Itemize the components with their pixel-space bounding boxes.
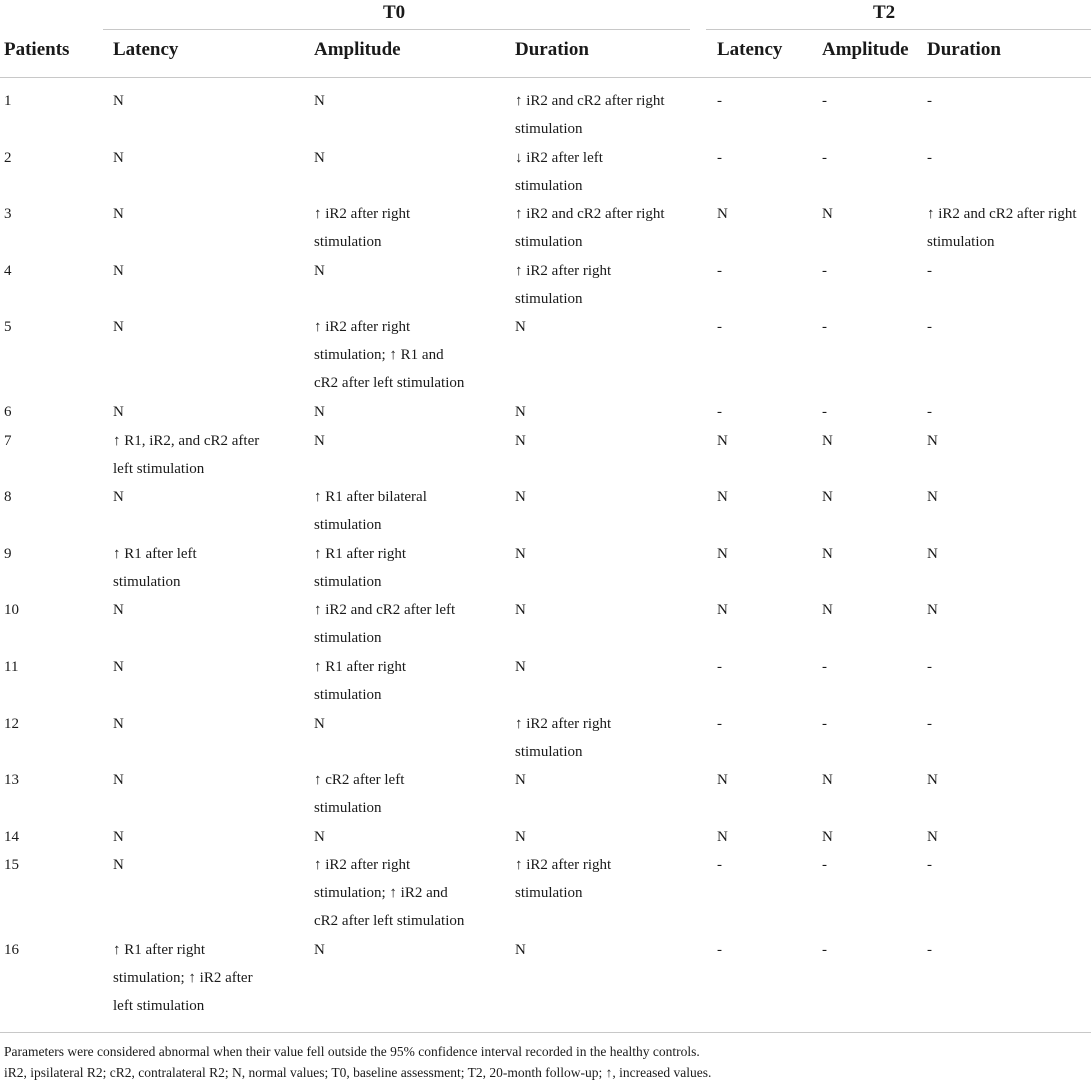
cell-t2-duration: - bbox=[927, 93, 932, 109]
cell-t0-latency: N bbox=[113, 857, 124, 874]
cell-t0-amplitude: N bbox=[314, 262, 325, 279]
cell-patient: 13 bbox=[4, 772, 19, 789]
column-header-t0-amplitude: Amplitude bbox=[314, 39, 401, 60]
cell-t0-duration: ↑ iR2 and cR2 after right stimulation bbox=[515, 93, 665, 137]
cell-t2-latency: - bbox=[717, 857, 722, 874]
cell-t0-duration: N bbox=[515, 432, 526, 449]
cell-t0-amplitude: ↑ R1 after right stimulation bbox=[314, 659, 407, 703]
cell-t2-duration: ↑ iR2 and cR2 after right stimulation bbox=[927, 206, 1077, 251]
cell-t0-latency: ↑ R1 after left stimulation bbox=[113, 545, 197, 590]
cell-t2-latency: - bbox=[717, 715, 722, 732]
cell-t0-amplitude: N bbox=[314, 149, 325, 166]
cell-t0-amplitude: N bbox=[314, 404, 325, 421]
cell-t0-latency: ↑ R1, iR2, and cR2 after left stimulation bbox=[113, 432, 260, 477]
cell-t0-latency: N bbox=[113, 404, 124, 421]
cell-t0-latency: N bbox=[113, 659, 124, 675]
cell-t2-duration: N bbox=[927, 828, 938, 845]
cell-t0-latency: N bbox=[113, 93, 124, 109]
cell-patient: 9 bbox=[4, 545, 12, 562]
cell-t0-duration: ↑ iR2 after right stimulation bbox=[515, 715, 612, 760]
cell-patient: 10 bbox=[4, 602, 19, 619]
cell-t2-latency: - bbox=[717, 262, 722, 279]
cell-t2-duration: N bbox=[927, 602, 938, 619]
column-header-t0-duration: Duration bbox=[515, 39, 589, 60]
cell-patient: 7 bbox=[4, 432, 12, 449]
cell-t0-amplitude: ↑ iR2 after right stimulation; ↑ iR2 and cR2 after left stimulation bbox=[314, 857, 465, 930]
cell-t2-duration: N bbox=[927, 545, 938, 562]
column-header-patients: Patients bbox=[4, 39, 70, 60]
cell-patient: 15 bbox=[4, 857, 19, 874]
cell-t0-latency: N bbox=[113, 602, 124, 619]
cell-t2-latency: N bbox=[717, 206, 728, 223]
cell-t2-amplitude: N bbox=[822, 772, 833, 789]
cell-t2-duration: - bbox=[927, 715, 932, 732]
cell-t2-latency: - bbox=[717, 942, 722, 958]
cell-patient: 1 bbox=[4, 93, 12, 109]
cell-t2-duration: - bbox=[927, 319, 932, 336]
cell-t0-duration: N bbox=[515, 942, 526, 958]
cell-t0-duration: ↑ iR2 after right stimulation bbox=[515, 262, 612, 307]
cell-patient: 6 bbox=[4, 404, 12, 421]
cell-t2-amplitude: - bbox=[822, 857, 827, 874]
cell-t0-latency: N bbox=[113, 149, 124, 166]
cell-t2-amplitude: - bbox=[822, 149, 827, 166]
cell-t2-latency: N bbox=[717, 432, 728, 449]
cell-t0-duration: ↑ iR2 after right stimulation bbox=[515, 857, 612, 902]
cell-t0-latency: N bbox=[113, 262, 124, 279]
cell-t2-latency: N bbox=[717, 545, 728, 562]
cell-t0-amplitude: ↑ iR2 after right stimulation; ↑ R1 and cR2 after left stimulation bbox=[314, 319, 465, 392]
cell-t2-duration: - bbox=[927, 149, 932, 166]
cell-t2-amplitude: N bbox=[822, 828, 833, 845]
cell-t0-amplitude: N bbox=[314, 828, 325, 845]
cell-t0-amplitude: N bbox=[314, 93, 325, 109]
cell-patient: 16 bbox=[4, 942, 19, 958]
cell-t2-amplitude: N bbox=[822, 602, 833, 619]
cell-t0-amplitude: N bbox=[314, 432, 325, 449]
cell-t2-duration: - bbox=[927, 659, 932, 675]
cell-t2-latency: - bbox=[717, 93, 722, 109]
cell-t0-duration: N bbox=[515, 602, 526, 619]
cell-patient: 14 bbox=[4, 828, 19, 845]
cell-t0-latency: N bbox=[113, 715, 124, 732]
cell-t0-duration: N bbox=[515, 659, 526, 675]
cell-t0-amplitude: ↑ iR2 after right stimulation bbox=[314, 206, 411, 251]
cell-t0-duration: N bbox=[515, 772, 526, 789]
cell-t2-amplitude: - bbox=[822, 942, 827, 958]
cell-t0-amplitude: ↑ iR2 and cR2 after left stimulation bbox=[314, 602, 456, 647]
cell-t2-amplitude: N bbox=[822, 432, 833, 449]
cell-t0-latency: ↑ R1 after right stimulation; ↑ iR2 after left stimulation bbox=[113, 942, 253, 1014]
group-rule-t2 bbox=[706, 29, 1091, 30]
column-header-t0-latency: Latency bbox=[113, 39, 179, 60]
cell-t2-latency: N bbox=[717, 828, 728, 845]
cell-t2-latency: N bbox=[717, 489, 728, 506]
cell-t2-amplitude: - bbox=[822, 262, 827, 279]
footnote-criteria: Parameters were considered abnormal when their value fell outside the 95% confidence interval recorded in the healthy controls. bbox=[4, 1044, 700, 1059]
cell-t2-latency: - bbox=[717, 149, 722, 166]
footnote-abbreviations: iR2, ipsilateral R2; cR2, contralateral R2; N, normal values; T0, baseline assessment; T2, 20-month follow-up; ↑, increased values. bbox=[4, 1065, 712, 1080]
cell-t2-duration: - bbox=[927, 942, 932, 958]
cell-t2-amplitude: - bbox=[822, 319, 827, 336]
cell-t2-duration: - bbox=[927, 404, 932, 421]
cell-patient: 5 bbox=[4, 319, 12, 336]
column-header-t2-latency: Latency bbox=[717, 39, 783, 60]
cell-t2-duration: - bbox=[927, 857, 932, 874]
cell-t2-duration: N bbox=[927, 489, 938, 506]
cell-t2-duration: N bbox=[927, 772, 938, 789]
cell-t0-amplitude: ↑ R1 after bilateral stimulation bbox=[314, 489, 427, 534]
header-rule bbox=[0, 77, 1091, 78]
cell-t2-amplitude: N bbox=[822, 206, 833, 223]
column-header-t2-amplitude: Amplitude bbox=[822, 39, 909, 60]
cell-t2-amplitude: - bbox=[822, 715, 827, 732]
cell-t0-duration: N bbox=[515, 489, 526, 506]
cell-t0-duration: N bbox=[515, 545, 526, 562]
group-header-t2: T2 bbox=[873, 2, 896, 23]
cell-t0-duration: ↑ iR2 and cR2 after right stimulation bbox=[515, 206, 665, 251]
cell-patient: 8 bbox=[4, 489, 12, 506]
cell-t2-latency: N bbox=[717, 772, 728, 789]
cell-t0-latency: N bbox=[113, 772, 124, 789]
cell-t0-latency: N bbox=[113, 206, 124, 223]
cell-t0-amplitude: ↑ cR2 after left stimulation bbox=[314, 772, 405, 817]
cell-t0-latency: N bbox=[113, 319, 124, 336]
bottom-rule bbox=[0, 1032, 1091, 1033]
cell-t2-duration: N bbox=[927, 432, 938, 449]
column-header-t2-duration: Duration bbox=[927, 39, 1001, 60]
cell-patient: 12 bbox=[4, 715, 19, 732]
cell-t0-latency: N bbox=[113, 828, 124, 845]
cell-t0-duration: N bbox=[515, 319, 526, 336]
cell-t2-amplitude: - bbox=[822, 404, 827, 421]
cell-patient: 2 bbox=[4, 149, 12, 166]
cell-t0-latency: N bbox=[113, 489, 124, 506]
cell-t2-duration: - bbox=[927, 262, 932, 279]
cell-t2-latency: N bbox=[717, 602, 728, 619]
cell-t2-amplitude: - bbox=[822, 93, 827, 109]
cell-patient: 11 bbox=[4, 659, 19, 675]
cell-t2-amplitude: N bbox=[822, 545, 833, 562]
cell-patient: 4 bbox=[4, 262, 12, 279]
cell-t2-latency: - bbox=[717, 659, 722, 675]
cell-t2-latency: - bbox=[717, 319, 722, 336]
cell-t0-amplitude: ↑ R1 after right stimulation bbox=[314, 545, 407, 590]
cell-t2-amplitude: - bbox=[822, 659, 827, 675]
cell-t0-duration: N bbox=[515, 404, 526, 421]
cell-t0-duration: ↓ iR2 after left stimulation bbox=[515, 149, 603, 194]
group-header-t0: T0 bbox=[383, 2, 406, 23]
cell-t0-amplitude: N bbox=[314, 715, 325, 732]
cell-t2-amplitude: N bbox=[822, 489, 833, 506]
cell-t0-duration: N bbox=[515, 828, 526, 845]
cell-patient: 3 bbox=[4, 206, 12, 223]
group-rule-t0 bbox=[103, 29, 690, 30]
cell-t2-latency: - bbox=[717, 404, 722, 421]
cell-t0-amplitude: N bbox=[314, 942, 325, 958]
